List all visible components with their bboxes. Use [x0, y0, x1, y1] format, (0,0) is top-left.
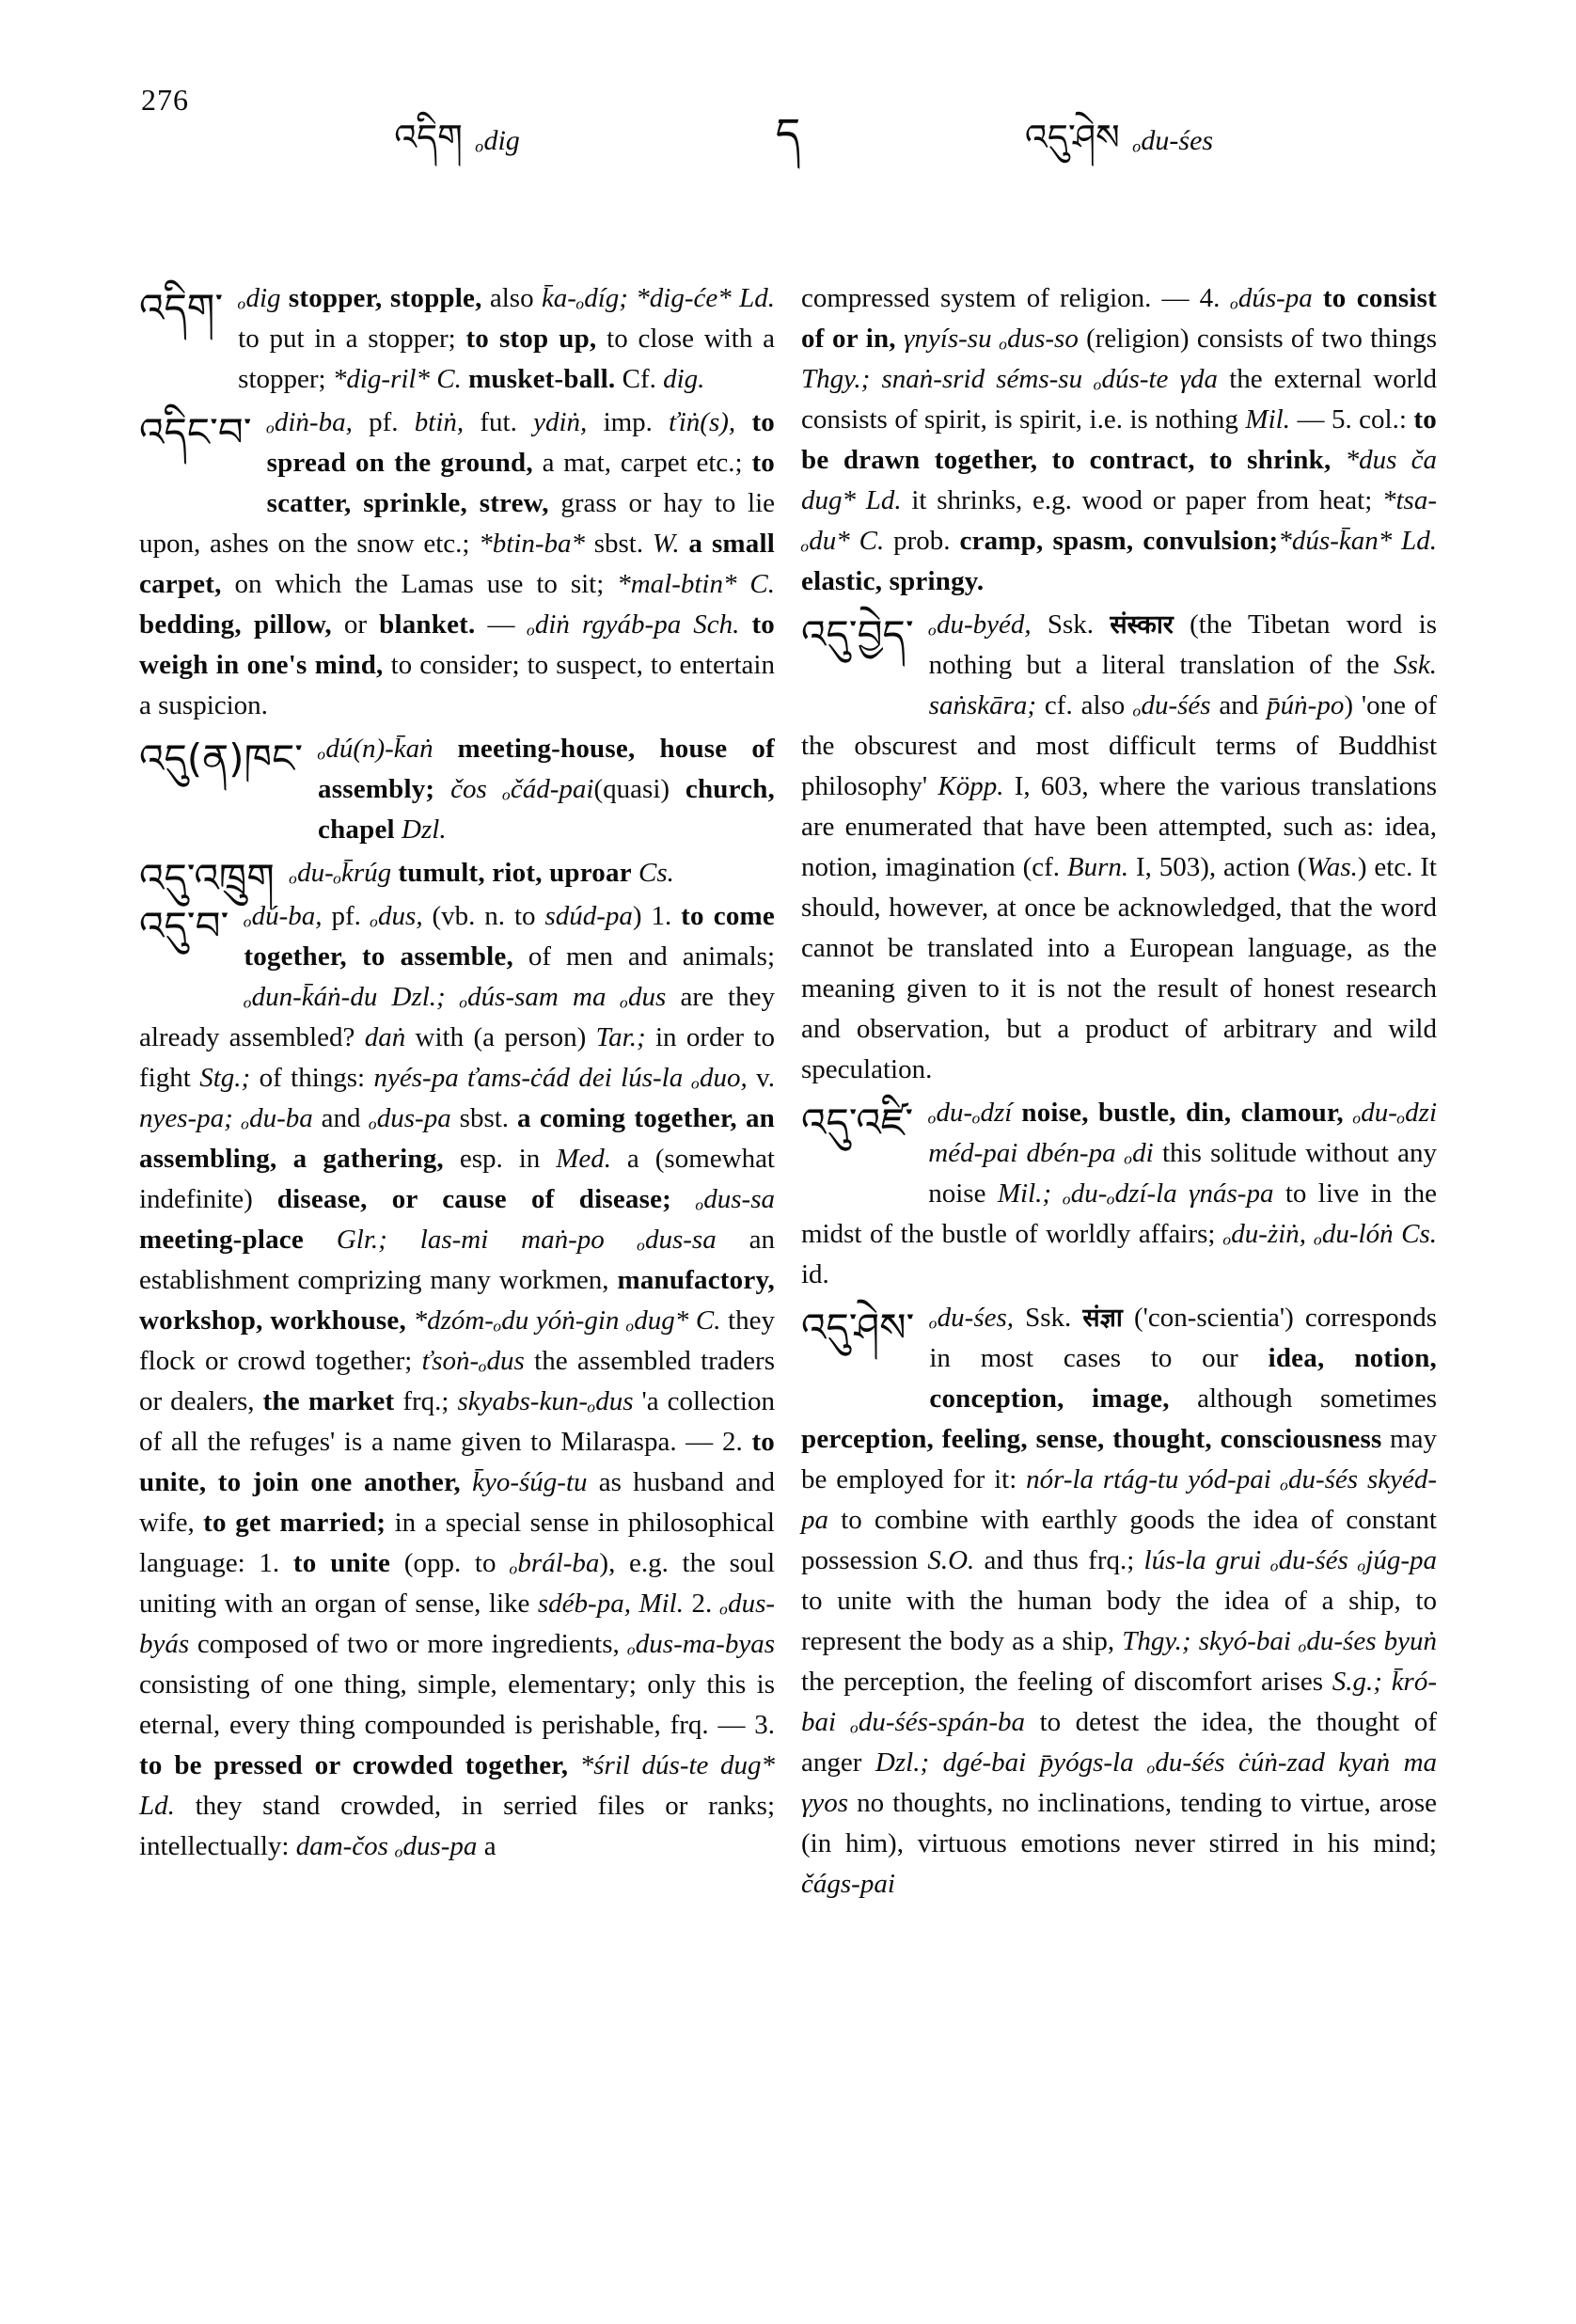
entry-text-segment: they stand crowded, in serried files or ranks; intellectually:	[139, 1791, 775, 1861]
entry-text-segment: čágs-pai	[801, 1869, 895, 1899]
entry-text-segment: frq.;	[394, 1386, 458, 1416]
entry-text-segment: in order to fight	[139, 1022, 775, 1093]
entry-text-segment: ₒdú(n)-k̄aṅ	[318, 734, 433, 764]
entry-text-segment: to be pressed or crowded together,	[139, 1750, 569, 1780]
entry-text-segment: las-mi maṅ-po ₒdus-sa	[419, 1225, 717, 1255]
entry-text-segment: cramp, spasm, convulsion;	[959, 526, 1279, 556]
entry-text-segment: sdéb-pa, Mil.	[537, 1589, 684, 1619]
entry-text-segment	[462, 364, 468, 394]
entry-text-segment: Was.	[1306, 852, 1358, 882]
entry-text-segment: Mil.;	[997, 1178, 1052, 1209]
entry-text-segment: id.	[801, 1259, 829, 1289]
entry-text-segment: ₒdús-pa	[1230, 283, 1313, 313]
entry-text-segment: ₒdu-ₒk̄rúg	[289, 858, 392, 888]
entry-text-segment	[461, 1467, 472, 1497]
entry-text-segment: sbst.	[450, 1103, 517, 1133]
entry-text-segment: Thgy.;	[1122, 1626, 1191, 1656]
entry-text-segment	[434, 774, 450, 804]
entry-text-segment	[387, 1225, 420, 1255]
entry-text-segment: to consist of or in,	[801, 283, 1437, 354]
entry-text-segment: it shrinks, e.g. wood or paper from heat;	[901, 485, 1382, 515]
entry-text-segment: ₒdu-żiṅ, ₒdu-lóṅ	[1223, 1219, 1394, 1249]
entry-text-segment: to scatter, sprinkle, strew,	[266, 448, 775, 518]
entry-text-segment: (quasi)	[593, 774, 686, 804]
entry-text-segment: grass or hay to lie upon, ashes on the snow etc.;	[139, 488, 776, 559]
entry-text-segment: ₒdu-ₒdzí-la γnás-pa	[1063, 1178, 1274, 1209]
entry-text-segment: and	[1210, 690, 1268, 720]
entry-text-segment: to get married;	[203, 1508, 386, 1538]
entry-text-segment: to live in the midst of the bustle of worldly affairs;	[801, 1178, 1438, 1249]
entry-text-segment: p̄úṅ-po	[1267, 690, 1345, 720]
dictionary-entry	[801, 1298, 1437, 1905]
entry-text-segment: prob.	[884, 526, 960, 556]
entry-text-segment: sbst.	[584, 529, 653, 559]
entry-text-segment: ťiṅ(s),	[669, 407, 736, 437]
entry-text-segment: meeting-house, house of assembly;	[318, 734, 775, 804]
entry-text-segment: ₒdus-ma-byas	[627, 1629, 775, 1659]
entry-text-segment: W.	[652, 529, 680, 559]
entry-text-segment: Glr.;	[336, 1225, 387, 1255]
dictionary-entry	[139, 853, 775, 901]
entry-text-segment: *mal-btin* C.	[617, 569, 775, 599]
entry-text-segment: k̄ró-bai ₒdu-śés-spán-ba	[801, 1667, 1438, 1737]
entry-text-segment: v.	[747, 1063, 775, 1093]
entry-text-segment: *dús-k̄an* Ld.	[1278, 526, 1437, 556]
entry-text-segment: as husband and wife,	[139, 1467, 776, 1538]
entry-text-segment: ₒdus,	[370, 901, 423, 931]
entry-text-segment: ydiṅ,	[533, 407, 588, 437]
entry-text-segment: skyó-bai ₒdu-śes byuṅ	[1198, 1626, 1438, 1656]
entry-text-segment: ₒdu-byéd,	[928, 609, 1032, 640]
entry-continuation	[801, 278, 1437, 602]
entry-text-segment: ₒdu-śés	[1133, 690, 1211, 720]
dictionary-entry	[139, 403, 775, 726]
entry-text-segment: to spread on the ground,	[266, 407, 775, 478]
entry-text-segment: btiṅ,	[414, 407, 465, 437]
entry-text-segment: and	[312, 1103, 370, 1133]
entry-text-segment: Cs.	[1401, 1219, 1437, 1249]
entry-text-segment: —	[475, 609, 528, 640]
entry-text-segment: ₒdig	[238, 283, 289, 313]
entry-text-segment	[1051, 1178, 1063, 1209]
entry-text-segment: to come together, to assemble,	[244, 901, 775, 972]
entry-text-segment: Köpp.	[938, 771, 1004, 801]
entry-text-segment	[1313, 283, 1323, 313]
entry-text-segment: Ssk.	[1031, 609, 1111, 640]
entry-text-segment: no thoughts, no inclinations, tending to virtue, arose (in him), virtuous emotions never stirred in his mind;	[801, 1788, 1437, 1858]
entry-text-segment: Ssk.	[1014, 1303, 1083, 1333]
tibetan-headword: འདུ(ན)ཁང་	[139, 735, 304, 782]
right-column	[801, 278, 1437, 1905]
tibetan-headword: འདིག་	[139, 285, 224, 331]
entry-text-segment: to unite with the human body the idea of a ship, to represent the body as a ship,	[801, 1586, 1437, 1656]
entry-text-segment: *tsa-ₒdu* C.	[801, 485, 1437, 556]
entry-text-segment: noise, bustle, din, clamour,	[1021, 1098, 1344, 1128]
entry-text-segment: and thus frq.;	[974, 1545, 1144, 1575]
dictionary-entry	[139, 896, 775, 1867]
entry-text-segment: S.g.;	[1332, 1667, 1382, 1697]
page-number: 276	[141, 83, 189, 117]
entry-text-segment: ) etc. It should, however, at once be acknowledged, that the word cannot be translated into a European language, as the meaning given to it is not the result of honest research and observation, but a product of arbitrary and wild speculation.	[801, 852, 1437, 1084]
entry-text-segment: k̄a-ₒdíg; *dig-će* Ld.	[541, 283, 775, 313]
entry-text-segment: *dig-ril* C.	[332, 364, 462, 394]
entry-text-segment: ₒbrál-ba	[510, 1548, 600, 1578]
entry-text-segment: 'a collection of all the refuges' is a name given to Milaraspa. — 2.	[139, 1386, 775, 1457]
entry-text-segment: — 5. col.:	[1289, 404, 1414, 435]
entry-text-segment: a (somewhat indefinite)	[139, 1144, 775, 1214]
entry-text-segment	[1331, 445, 1345, 475]
entry-text-segment: Dzl.;	[875, 1747, 930, 1778]
entry-text-segment: to consider; to suspect, to entertain a suspicion.	[139, 650, 775, 720]
dictionary-entry	[139, 278, 775, 400]
entry-text-segment: *btin-ba*	[479, 529, 585, 559]
entry-text-segment: a	[477, 1831, 496, 1861]
entry-text-segment: a coming together, an assembling, a gathering,	[139, 1103, 775, 1174]
entry-text-segment: composed of two or more ingredients,	[189, 1629, 628, 1659]
dictionary-entry	[801, 1093, 1437, 1295]
entry-text-segment: (vb. n. to	[422, 901, 545, 931]
entry-text-segment: 2.	[684, 1589, 720, 1619]
entry-text-segment	[406, 1305, 414, 1336]
left-column	[139, 278, 775, 1867]
entry-text-segment: I, 603, where the various translations are enumerated that have been attempted, such as: idea, notion, imagination (cf.	[801, 771, 1437, 882]
entry-text-segment: to stop up,	[465, 324, 597, 354]
entry-text-segment	[1394, 1219, 1402, 1249]
entry-text-segment: daṅ	[364, 1022, 406, 1052]
entry-text-segment: ('con-scientia') corresponds in most cases to our	[929, 1303, 1437, 1373]
entry-text-segment: on which the Lamas use to sit;	[221, 569, 618, 599]
entry-text-segment: of men and animals;	[512, 941, 775, 972]
entry-text-segment: fut.	[464, 407, 534, 437]
entry-text-segment: manufactory, workshop, workhouse,	[139, 1265, 775, 1336]
entry-text-segment: k̄yo-śúg-tu	[472, 1467, 588, 1497]
entry-text-segment: संस्कार	[1110, 610, 1174, 640]
entry-text-segment: in a special sense in philosophical language: 1.	[139, 1508, 775, 1578]
entry-text-segment: ₒdus-sa	[695, 1184, 775, 1214]
entry-text-segment	[735, 407, 751, 437]
entry-text-segment: also	[481, 283, 542, 313]
entry-text-segment: bedding, pillow,	[139, 609, 332, 640]
entry-text-segment: esp. in	[443, 1144, 557, 1174]
entry-text-segment	[568, 1750, 580, 1780]
entry-text-segment: (opp. to	[390, 1548, 511, 1578]
entry-text-segment	[896, 324, 904, 354]
running-head-right	[801, 98, 1437, 198]
entry-text-segment: lús-la grui ₒdu-śés ₒjúg-pa	[1143, 1545, 1437, 1575]
entry-text-segment: blanket.	[379, 609, 476, 640]
entry-text-segment: ₒdu-ₒdzi méd-pai dbén-pa ₒdi	[928, 1098, 1438, 1168]
entry-text-segment: the assembled traders or dealers,	[139, 1346, 775, 1416]
entry-text-segment: ₒdú-ba,	[244, 901, 323, 931]
entry-text-segment: dam-čos ₒdus-pa	[295, 1831, 478, 1861]
entry-text-segment: the external world consists of spirit, is spirit, i.e. is nothing	[801, 364, 1438, 435]
entry-text-segment: or	[331, 609, 380, 640]
entry-text-segment: ) 1.	[632, 901, 682, 931]
entry-text-segment: dgé-bai p̄yógs-la ₒdu-śés ċúṅ-zad kyaṅ ma γyos	[801, 1747, 1438, 1818]
entry-text-segment: (the Tibetan word is nothing but a literal translation of the	[928, 609, 1437, 680]
entry-text-segment: Stg.;	[199, 1063, 251, 1093]
entry-text-segment: dig.	[663, 364, 705, 394]
entry-text-segment: Burn.	[1066, 852, 1129, 882]
entry-text-segment	[929, 1747, 943, 1778]
entry-text-segment: perception, feeling, sense, thought, consciousness	[801, 1424, 1382, 1454]
entry-text-segment	[1191, 1626, 1199, 1656]
entry-text-segment: संज्ञा	[1082, 1304, 1123, 1333]
tibetan-headword: འདུ་བྱེད་	[801, 611, 914, 657]
entry-text-segment: ), e.g. the soul uniting with an organ of sense, like	[139, 1548, 775, 1619]
entry-text-segment: nyés-pa ťams-ċád dei lús-la ₒduo,	[373, 1063, 748, 1093]
entry-text-segment: Ssk. saṅskāra;	[928, 650, 1437, 720]
entry-text-segment: Thgy.;	[801, 364, 871, 394]
entry-text-segment: sdúd-pa	[544, 901, 633, 931]
entry-text-segment: consisting of one thing, simple, elementary; only this is eternal, every thing compounded is perishable, frq. — 3.	[139, 1669, 775, 1740]
entry-text-segment	[632, 858, 638, 888]
entry-text-segment: with (a person)	[405, 1022, 596, 1052]
entry-text-segment: the market	[262, 1386, 395, 1416]
entry-text-segment: ₒdu-ₒdzí	[928, 1098, 1013, 1128]
entry-text-segment: a mat, carpet etc.;	[532, 448, 752, 478]
entry-text-segment: musket-ball.	[468, 364, 616, 394]
entry-text-segment: to be drawn together, to contract, to shrink,	[801, 404, 1437, 475]
entry-text-segment: nór-la rtág-tu yód-pai ₒdu-śés skyéd-pa	[801, 1464, 1437, 1535]
entry-text-segment: γnyís-su ₒdus-so	[903, 324, 1079, 354]
entry-text-segment: ₒdu-śes,	[929, 1303, 1015, 1333]
entry-text-segment	[1382, 1667, 1392, 1697]
tibetan-headword: འདུ་འཛི་	[801, 1099, 914, 1146]
entry-text-segment: snaṅ-srid séms-su ₒdús-te γda	[881, 364, 1219, 394]
tibetan-headword: འདིང་བ་	[139, 409, 252, 455]
entry-text-segment: may be employed for it:	[801, 1424, 1437, 1494]
entry-text-segment: S.O.	[927, 1545, 975, 1575]
entry-text-segment: to unite, to join one another,	[139, 1427, 775, 1497]
entry-text-segment: of things:	[250, 1063, 374, 1093]
entry-text-segment: ₒdus-byás	[139, 1589, 776, 1659]
entry-text-segment: ) 'one of the obscurest and most difficult terms of Buddhist philosophy'	[801, 690, 1437, 801]
entry-text-segment: čos ₒčád-pai	[450, 774, 594, 804]
entry-text-segment: to detest the idea, the thought of anger	[801, 1707, 1437, 1778]
running-head-left-tibetan: འདིག	[394, 117, 463, 158]
entry-text-segment: ₒdus-pa	[369, 1103, 451, 1133]
entry-text-segment	[1344, 1098, 1353, 1128]
entry-text-segment: nyes-pa; ₒdu-ba	[139, 1103, 313, 1133]
entry-text-segment: ₒdun-k̄áṅ-du Dzl.; ₒdús-sam ma ₒdus	[244, 982, 667, 1012]
entry-text-segment: meeting-place	[139, 1225, 304, 1255]
entry-text-segment: ₒdiṅ-ba,	[266, 407, 353, 437]
entry-text-segment: stopper, stopple,	[288, 283, 482, 313]
entry-text-segment: are they already assembled?	[139, 982, 775, 1052]
entry-text-segment: a small carpet,	[139, 529, 775, 599]
entry-text-segment	[870, 364, 881, 394]
entry-text-segment: Med.	[556, 1144, 611, 1174]
dictionary-entry	[139, 729, 775, 850]
tibetan-headword: འདུ་བ་	[139, 903, 229, 949]
running-head-right-translit: ₒdu-śes	[1132, 125, 1214, 156]
entry-text-segment: Mil.	[1245, 404, 1290, 435]
running-head-left	[139, 98, 775, 198]
entry-text-segment: Dzl.	[402, 814, 447, 845]
entry-text-segment: although sometimes	[1169, 1383, 1437, 1414]
running-head-center-letter: ད	[775, 108, 801, 159]
entry-text-segment: I, 503), action (	[1128, 852, 1307, 882]
entry-text-segment: to weigh in one's mind,	[139, 609, 775, 680]
entry-text-segment: elastic, springy.	[801, 566, 985, 596]
entry-text-segment: compressed system of religion. — 4.	[801, 283, 1231, 313]
dictionary-entry	[801, 605, 1437, 1090]
running-head-right-tibetan: འདུ་ཤེས	[1024, 117, 1120, 158]
tibetan-headword: འདུ་འཁྲུག	[139, 855, 275, 901]
entry-text-segment: pf.	[322, 901, 370, 931]
entry-text-segment: the perception, the feeling of discomfort arises	[801, 1667, 1332, 1697]
entry-text-segment: to unite	[292, 1548, 391, 1578]
entry-text-segment: ťsoṅ-ₒdus	[421, 1346, 525, 1376]
entry-text-segment: *dzóm-ₒdu yóṅ-gin ₒdug* C.	[413, 1305, 721, 1336]
entry-text-segment: they flock or crowd together;	[139, 1305, 776, 1376]
entry-text-segment	[1012, 1098, 1021, 1128]
entry-text-segment: skyabs-kun-ₒdus	[457, 1386, 634, 1416]
entry-text-segment: to combine with earthly goods the idea of constant possession	[801, 1505, 1437, 1575]
entry-text-segment: pf.	[352, 407, 415, 437]
entry-text-segment	[739, 609, 751, 640]
running-head-left-translit: ₒdig	[475, 125, 520, 156]
entry-text-segment: this solitude without any noise	[928, 1138, 1438, 1209]
entry-text-segment	[671, 1184, 696, 1214]
entry-text-segment: ₒdiṅ rgyáb-pa Sch.	[527, 609, 740, 640]
entry-text-segment: Tar.;	[595, 1022, 646, 1052]
tibetan-headword: འདུ་ཤེས་	[801, 1304, 915, 1351]
entry-text-segment: church, chapel	[318, 774, 776, 845]
entry-text-segment: Cs.	[638, 858, 674, 888]
entry-text-segment: to put in a stopper;	[238, 324, 466, 354]
entry-text-segment: tumult, riot, uproar	[398, 858, 632, 888]
entry-text-segment: to close with a stopper;	[238, 324, 775, 394]
entry-text-segment	[433, 734, 458, 764]
entry-text-segment	[395, 814, 402, 845]
entry-text-segment: (religion) consists of two things	[1078, 324, 1437, 354]
entry-text-segment	[304, 1225, 337, 1255]
entry-text-segment	[680, 529, 689, 559]
entry-text-segment: cf. also	[1036, 690, 1134, 720]
entry-text-segment: Cf.	[615, 364, 664, 394]
entry-text-segment: imp.	[587, 407, 670, 437]
entry-text-segment: disease, or cause of disease;	[276, 1184, 672, 1214]
entry-text-segment: *śril dús-te dug* Ld.	[139, 1750, 775, 1821]
entry-text-segment: *dus ča dug* Ld.	[801, 445, 1437, 515]
entry-text-segment: idea, notion, conception, image,	[929, 1343, 1437, 1414]
entry-text-segment: an establishment comprizing many workmen,	[139, 1225, 776, 1295]
